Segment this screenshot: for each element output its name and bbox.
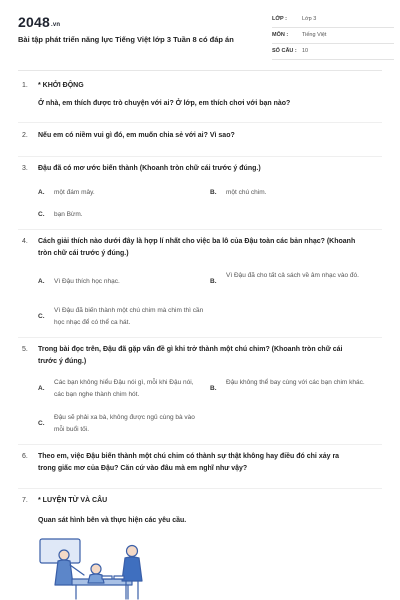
option-letter: C. (38, 211, 45, 218)
section-title: * LUYỆN TỪ VÀ CÂU (38, 497, 108, 504)
section-title: * KHỞI ĐỘNG (38, 82, 84, 89)
option-text: Đậu không thể bay cùng với các bạn chim khác. (226, 379, 365, 386)
meta-key: MÔN : (272, 32, 289, 38)
question-number: 5. (22, 346, 28, 353)
option-a[interactable] (38, 187, 208, 199)
option-letter: B. (210, 278, 217, 285)
option-text: Vì Đậu thích học nhạc. (54, 278, 120, 285)
divider (18, 229, 382, 230)
option-letter: C. (38, 420, 45, 427)
question-4 (22, 236, 382, 262)
option-c[interactable] (38, 305, 208, 329)
meta-key: LỚP : (272, 16, 287, 22)
option-letter: A. (38, 385, 45, 392)
question-number: 6. (22, 453, 28, 460)
question-1 (22, 80, 382, 114)
logo-domain: .vn (50, 22, 61, 28)
option-letter: B. (210, 189, 217, 196)
option-letter: B. (210, 385, 217, 392)
divider (18, 122, 382, 123)
header (18, 12, 382, 64)
meta-row-class (272, 12, 394, 28)
header-divider (18, 70, 382, 71)
question-text: Đậu đã có mơ ước biến thành (Khoanh tròn chữ cái trước ý đúng.) (38, 165, 261, 172)
option-letter: C. (38, 313, 45, 320)
option-text: Các bạn không hiểu Đậu nói gì, mỗi khi Đậu nói, các bạn nghe thành chim hót. (54, 379, 194, 398)
question-3 (22, 163, 382, 177)
divider (18, 488, 382, 489)
question-number: 7. (22, 497, 28, 504)
option-b[interactable] (210, 377, 380, 401)
option-c[interactable] (38, 209, 208, 221)
option-text: một đám mây. (54, 189, 95, 196)
meta-value: Lớp 3 (302, 16, 317, 22)
page-title: Bài tập phát triển năng lực Tiếng Việt lớp 3 Tuần 8 có đáp án (18, 35, 234, 44)
question-6 (22, 451, 382, 477)
meta-row-subject (272, 28, 394, 44)
question-number: 4. (22, 238, 28, 245)
question-number: 3. (22, 165, 28, 172)
option-b[interactable] (210, 187, 380, 199)
option-b[interactable] (210, 270, 380, 294)
option-text: bạn Bừm. (54, 211, 83, 218)
logo-text: 2048 (18, 14, 50, 30)
question-text: Ở nhà, em thích được trò chuyện với ai? Ở lớp, em thích chơi với bạn nào? (38, 100, 291, 107)
option-text: một chú chim. (226, 189, 267, 196)
divider (18, 337, 382, 338)
option-letter: A. (38, 189, 45, 196)
question-2 (22, 130, 382, 144)
option-text: Vì Đậu đã biến thành một chú chim mà chim thì cần học nhạc để có thể ca hát. (54, 307, 204, 326)
question-text-line-2: tròn chữ cái trước ý đúng.) (38, 250, 129, 257)
question-text-line-2: trước ý đúng.) (38, 358, 87, 365)
meta-table (272, 12, 394, 60)
divider (18, 156, 382, 157)
option-letter: A. (38, 278, 45, 285)
meta-value: Tiếng Việt (302, 32, 327, 38)
question-7 (22, 495, 382, 529)
meta-key: SỐ CÂU : (272, 48, 297, 54)
question-5 (22, 344, 382, 370)
question-text-line-1: Theo em, việc Đậu biến thành một chú chim có thành sự thật không hay điều đó chỉ xảy ra (38, 453, 340, 460)
meta-row-count (272, 44, 394, 60)
question-text-line-1: Trong bài đọc trên, Đậu đã gặp vấn đề gì khi trở thành một chú chim? (Khoanh tròn chữ cái (38, 346, 343, 353)
option-text: Đậu sẽ phải xa bà, không được ngủ cùng bà vào mỗi buổi tối. (54, 414, 195, 433)
question-number: 1. (22, 82, 28, 89)
question-text-line-2: trong giấc mơ của Đậu? Căn cứ vào đâu mà em nghĩ như vậy? (38, 465, 248, 472)
question-text: Quan sát hình bên và thực hiện các yêu cầu. (38, 517, 187, 524)
option-text: Vì Đậu đã cho tất cả sách về âm nhạc vào đó. (226, 272, 359, 279)
option-a[interactable] (38, 276, 208, 288)
question-number: 2. (22, 132, 28, 139)
classroom-illustration-icon (36, 535, 160, 600)
question-text: Nếu em có niềm vui gì đó, em muốn chia sẻ với ai? Vì sao? (38, 132, 235, 139)
option-a[interactable] (38, 377, 208, 401)
option-c[interactable] (38, 412, 208, 436)
question-text-line-1: Cách giải thích nào dưới đây là hợp lí nhất cho việc ba lô của Đậu toàn các bản nhạc? (Khoanh (38, 238, 356, 245)
logo[interactable] (18, 14, 60, 30)
meta-value: 10 (302, 48, 309, 54)
divider (18, 444, 382, 445)
